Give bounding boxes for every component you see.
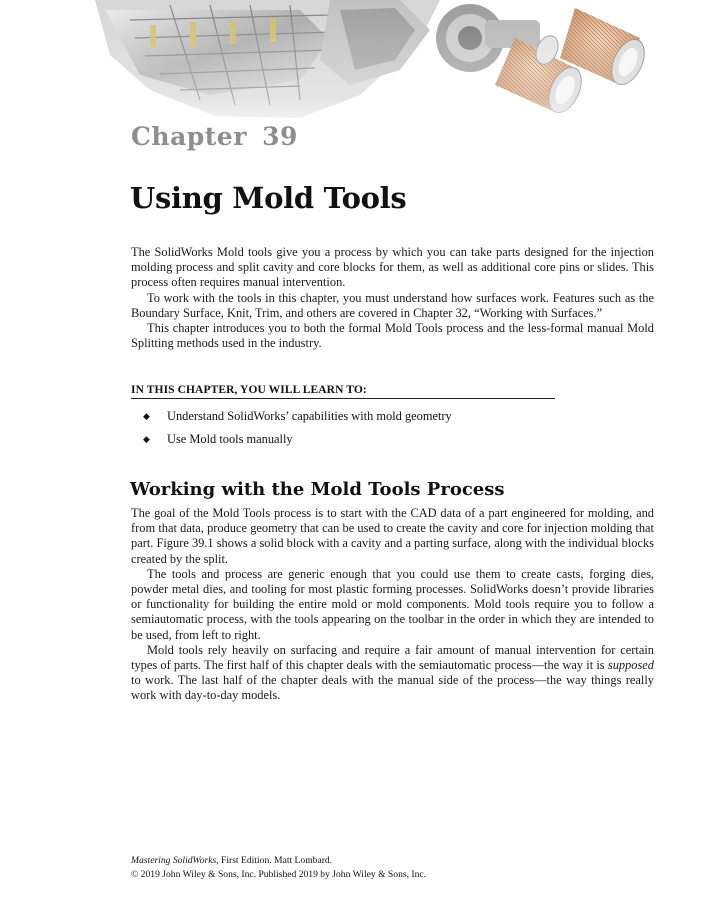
section-paragraph — [131, 643, 654, 704]
list-item — [143, 432, 452, 455]
chapter-banner-illustration — [0, 0, 717, 140]
section-text — [131, 506, 654, 704]
list-item-text: Understand SolidWorks’ capabilities with mold geometry — [167, 409, 452, 423]
chapter-title: Using Mold Tools — [130, 181, 407, 215]
diamond-bullet-icon: ◆ — [143, 434, 150, 444]
section-paragraph: The tools and process are generic enough that you could use them to create casts, forging dies, powder metal dies, and tooling for most plastic forming processes. SolidWorks doesn’t provide libraries or functionality for building the entire mold or mold components. Mold tools require you to follow a semiautomatic process, with the tools appearing on the toolbar in the order in which they are intended to be used, from left to right. — [131, 566, 654, 642]
book-edition: , First Edition. Matt Lombard. — [216, 855, 333, 866]
learn-list — [143, 409, 452, 455]
book-citation — [131, 854, 426, 868]
intro-paragraph: The SolidWorks Mold tools give you a process by which you can take parts designed for the injection molding process and split cavity and core blocks for them, as well as additional core pins or slides. This process often requires manual intervention. — [131, 245, 654, 290]
section-heading: Working with the Mold Tools Process — [130, 479, 505, 500]
learn-heading: IN THIS CHAPTER, YOU WILL LEARN TO: — [131, 384, 555, 399]
intro-paragraph: To work with the tools in this chapter, you must understand how surfaces work. Features such as the Boundary Surface, Knit, Trim, and others are covered in Chapter 32, “Working with Surfaces.” — [131, 290, 654, 320]
text-run: to work. The last half of the chapter deals with the manual side of the process—the way things really work with day-to-day models. — [131, 673, 654, 703]
intro-paragraph: This chapter introduces you to both the formal Mold Tools process and the less-formal manual Mold Splitting methods used in the industry. — [131, 321, 654, 351]
emphasis-text: supposed — [607, 658, 654, 673]
list-item-text: Use Mold tools manually — [167, 432, 293, 446]
text-run: Mold tools rely heavily on surfacing and require a fair amount of manual intervention for certain types of parts. The first half of this chapter deals with the semiautomatic process—the way it is — [131, 642, 654, 673]
section-paragraph: The goal of the Mold Tools process is to start with the CAD data of a part engineered for molding, and from that data, produce geometry that can be used to create the cavity and core for injection molding that part. Figure 39.1 shows a solid block with a cavity and a parting surface, along with the individual blocks created by the split. — [131, 506, 654, 566]
book-title: Mastering SolidWorks — [131, 855, 217, 866]
diamond-bullet-icon: ◆ — [143, 411, 150, 421]
intro-text — [131, 245, 654, 351]
list-item — [143, 409, 452, 432]
page-footer — [131, 854, 426, 882]
copyright-line: © 2019 John Wiley & Sons, Inc. Published 2019 by John Wiley & Sons, Inc. — [131, 869, 427, 880]
chapter-number: Chapter 39 — [131, 122, 298, 151]
